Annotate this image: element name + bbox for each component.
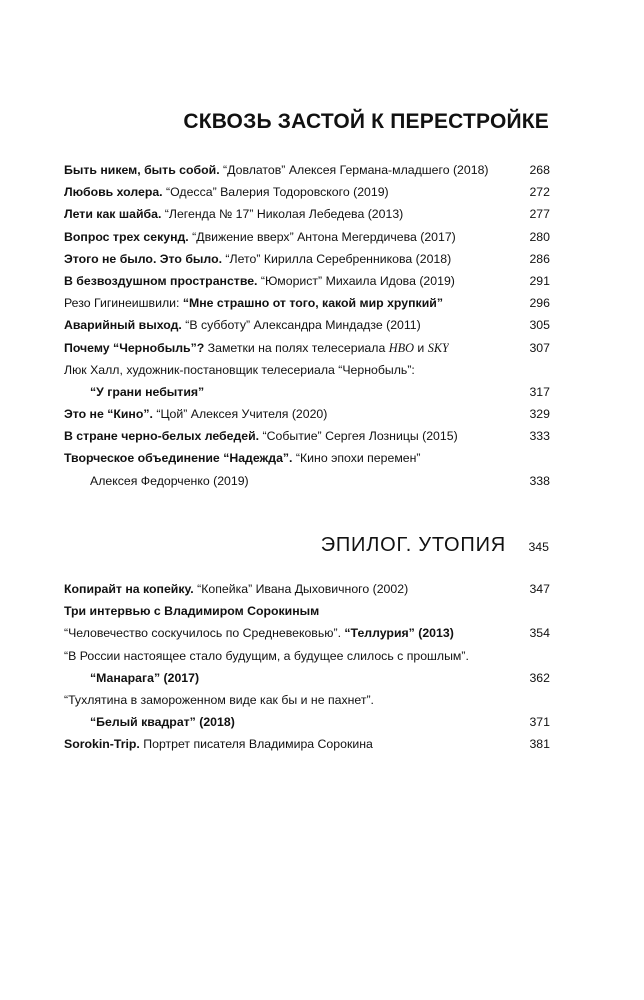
toc-page-number: 291 [529,273,550,288]
toc-page-number: 317 [529,384,550,399]
toc-entry-title [64,270,455,292]
toc-page-number: 381 [529,737,550,752]
toc-entry-bold: Вопрос трех секунд. [64,229,189,244]
epilogue-heading [321,534,549,557]
toc-entry-bold: Копирайт на копейку. [64,582,194,596]
toc-entry-rest: Заметки на полях телесериала [204,340,389,355]
toc-entry [64,578,550,600]
toc-page-number: 338 [529,473,550,488]
toc-page-number: 305 [529,318,550,333]
toc-entry-title [64,203,403,225]
toc-entry-title [64,381,204,403]
toc-entry-rest: “Одесса” Валерия Тодоровского (2019) [162,185,389,200]
epilogue-page-number: 345 [528,540,549,554]
toc-entry-bold: Аварийный выход. [64,318,182,333]
toc-entry-rest: “Копейка” Ивана Дыховичного (2002) [193,582,409,596]
toc-entry-ital2: SKY [427,340,449,355]
toc-entry [64,622,550,644]
toc-page-number: 307 [529,340,550,355]
toc-entry-pre: “Тухлятина в замороженном виде как бы и не пахнет”. [64,692,374,707]
toc-entry [64,159,550,181]
toc-entry-rest: “Событие” Сергея Лозницы (2015) [259,429,458,444]
toc-page-number: 277 [529,207,550,222]
toc-page-number: 362 [529,670,550,685]
toc-page-number: 333 [529,429,550,444]
toc-entry [64,733,550,755]
toc-entry-pre: Резо Гигинеишвили: [64,296,183,311]
toc-entry-bold: Этого не было. Это было. [64,251,222,266]
toc-entry-bold: Почему “Чернобыль”? [64,340,205,355]
toc-entry-title [64,689,374,711]
section-contents [64,159,550,492]
toc-page-number: 371 [529,715,550,730]
toc-entry [64,600,550,622]
toc-entry [64,337,550,359]
toc-entry [64,314,550,336]
epilogue-title: ЭПИЛОГ. УТОПИЯ [320,534,506,556]
toc-entry-title [64,600,319,622]
toc-entry-title [64,733,373,755]
toc-page-number: 280 [529,229,550,244]
toc-entry-bold: “У грани небытия” [90,384,205,399]
toc-entry-bold: Любовь холера. [64,185,163,200]
toc-entry-mid: и [414,340,428,355]
toc-entry-title [64,711,235,733]
toc-entry-rest: “Цой” Алексея Учителя (2020) [152,407,328,422]
toc-entry-rest: “Довлатов” Алексея Германа-младшего (2018) [219,163,489,177]
toc-entry [64,292,550,314]
toc-page-number: 354 [529,626,550,641]
toc-entry-title [64,622,454,644]
toc-entry-bold: “Мне страшно от того, какой мир хрупкий” [182,296,443,311]
toc-entry-bold: Лети как шайба. [64,207,162,222]
toc-entry-title [64,447,421,469]
toc-entry-title [64,359,415,381]
toc-entry [64,403,550,425]
toc-page-number: 329 [529,407,550,422]
toc-entry-title [64,159,489,181]
toc-entry [64,203,550,225]
toc-entry-bold: “Теллурия” (2013) [344,626,454,641]
toc-entry-title [64,578,408,600]
toc-entry-title [64,645,469,667]
toc-entry [64,689,550,711]
toc-page-number: 286 [529,251,550,266]
toc-entry-rest: “Юморист” Михаила Идова (2019) [257,273,455,288]
toc-entry-bold: Это не “Кино”. [64,407,153,422]
toc-entry-title [64,470,249,492]
toc-entry [64,667,550,689]
toc-entry-title [64,337,449,359]
toc-entry-pre: Алексея Федорченко (2019) [90,473,249,488]
section-title: СКВОЗЬ ЗАСТОЙ К ПЕРЕСТРОЙКЕ [183,110,549,133]
toc-page-number: 272 [529,185,550,200]
toc-entry-title [64,425,458,447]
toc-entry [64,226,550,248]
toc-entry [64,425,550,447]
toc-entry [64,181,550,203]
toc-entry [64,645,550,667]
toc-entry-bold: Sorokin-Trip. [64,737,140,752]
toc-entry-bold: “Манарага” (2017) [90,670,200,685]
toc-entry-bold: Творческое объединение “Надежда”. [64,451,293,466]
toc-entry [64,248,550,270]
toc-page-number: 296 [529,296,550,311]
toc-entry-rest: “Лето” Кирилла Серебренникова (2018) [222,251,452,266]
toc-entry [64,381,550,403]
toc-entry-title [64,226,456,248]
toc-entry-title [64,181,389,203]
toc-entry-bold: В стране черно-белых лебедей. [64,429,260,444]
toc-entry-pre: Люк Халл, художник-постановщик телесериала “Чернобыль”: [64,362,415,377]
toc-entry-bold: Три интервью с Владимиром Сорокиным [64,604,320,619]
toc-entry-pre: “Человечество соскучилось по Средневековью”. [64,626,345,641]
toc-entry-rest: “Движение вверх” Антона Мегердичева (2017) [188,229,456,244]
toc-entry [64,447,550,469]
toc-entry-rest: “Кино эпохи перемен” [292,451,421,466]
toc-entry-rest: “Легенда № 17” Николая Лебедева (2013) [161,207,404,222]
toc-page-number: 268 [529,163,550,177]
toc-entry-title [64,248,451,270]
toc-entry-bold: “Белый квадрат” (2018) [90,715,235,730]
toc-entry-ital1: HBO [388,340,414,355]
toc-entry [64,711,550,733]
toc-entry-pre: “В России настоящее стало будущим, а будущее слилось с прошлым”. [64,648,469,663]
toc-entry-title [64,403,327,425]
toc-entry-title [64,667,199,689]
toc-entry-title [64,314,421,336]
toc-entry [64,470,550,492]
epilogue-contents [64,578,550,756]
toc-entry [64,270,550,292]
toc-entry-title [64,292,443,314]
toc-page-number: 347 [529,582,550,596]
toc-entry-rest: “В субботу” Александра Миндадзе (2011) [181,318,421,333]
toc-entry [64,359,550,381]
toc-entry-bold: Быть никем, быть собой. [64,163,220,177]
toc-entry-rest: Портрет писателя Владимира Сорокина [139,737,373,752]
toc-entry-bold: В безвоздушном пространстве. [64,273,258,288]
